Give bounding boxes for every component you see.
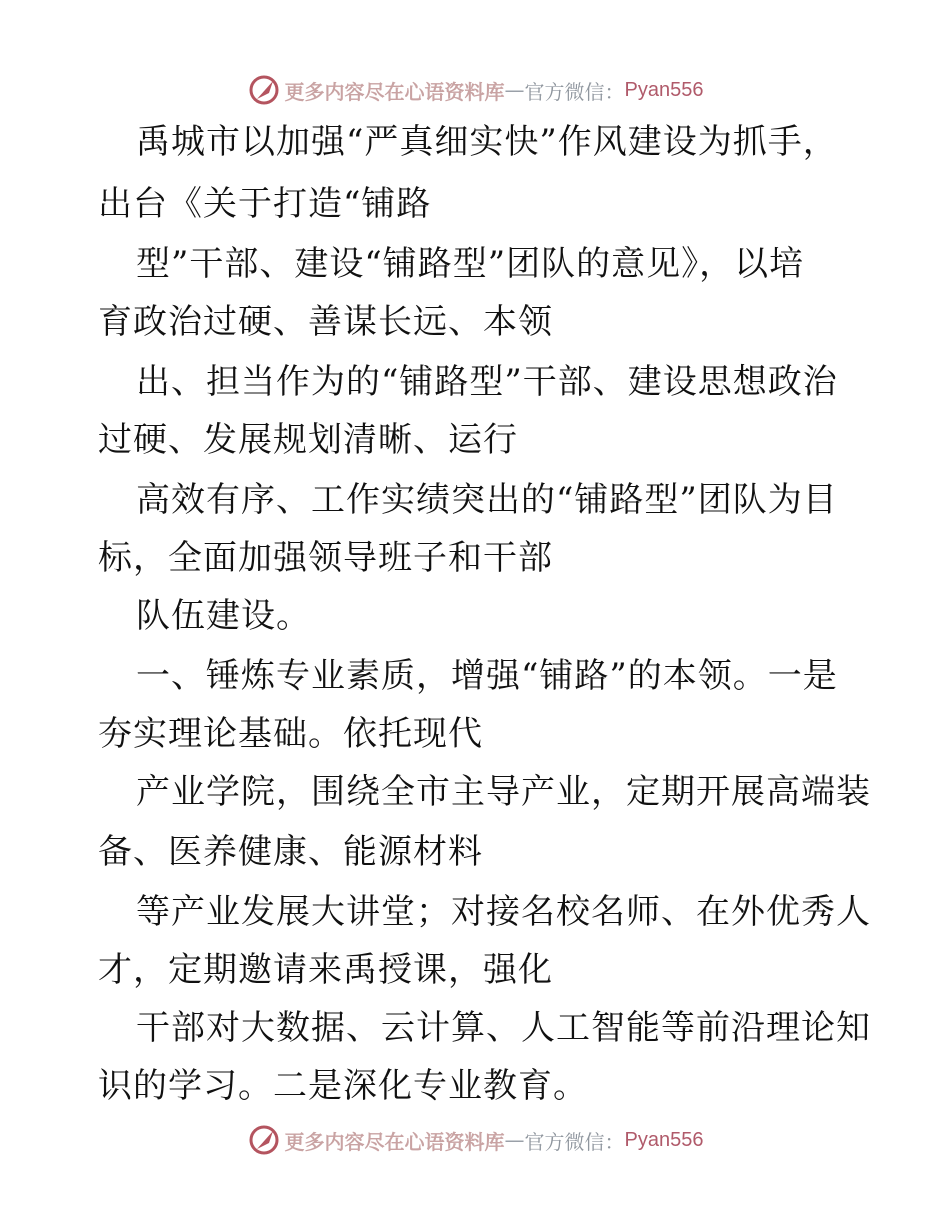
- text-line: 禹城市以加强“严真细实快”作风建设为抓手，: [136, 122, 838, 162]
- text-line: 产业学院，围绕全市主导产业，定期开展高端装: [136, 772, 871, 812]
- header-watermark: [0, 70, 950, 110]
- watermark-dash: —: [504, 78, 525, 102]
- text-line: 识的学习。二是深化专业教育。: [98, 1066, 588, 1106]
- footer-watermark: [0, 1120, 950, 1160]
- text-line: 育政治过硬、善谋长远、本领: [98, 302, 553, 342]
- text-line: 干部对大数据、云计算、人工智能等前沿理论知: [136, 1008, 871, 1048]
- text-line: 备、医养健康、能源材料: [98, 832, 483, 872]
- watermark-sub-text: 官方微信：: [524, 1129, 625, 1154]
- quill-circle-icon: [247, 1123, 281, 1157]
- text-line: 过硬、发展规划清晰、运行: [98, 420, 518, 460]
- text-line: 才，定期邀请来禹授课，强化: [98, 950, 553, 990]
- text-line: 出、担当作为的“铺路型”干部、建设思想政治: [136, 362, 838, 402]
- quill-circle-icon: [247, 73, 281, 107]
- watermark-wechat-id: Pyan556: [624, 1128, 704, 1151]
- watermark-dash: —: [504, 1128, 525, 1152]
- watermark-main-text: 更多内容尽在心语资料库: [284, 1129, 505, 1154]
- watermark-main-text: 更多内容尽在心语资料库: [284, 79, 505, 104]
- watermark-wechat-id: Pyan556: [624, 78, 704, 101]
- text-line: 队伍建设。: [136, 596, 311, 636]
- text-line: 出台《关于打造“铺路: [98, 184, 432, 224]
- text-line: 高效有序、工作实绩突出的“铺路型”团队为目: [136, 480, 838, 520]
- text-line: 型”干部、建设“铺路型”团队的意见》，以培: [136, 244, 805, 284]
- watermark-sub-text: 官方微信：: [524, 79, 625, 104]
- text-line: 一、锤炼专业素质，增强“铺路”的本领。一是: [136, 656, 838, 696]
- text-line: 标，全面加强领导班子和干部: [98, 538, 553, 578]
- text-line: 等产业发展大讲堂；对接名校名师、在外优秀人: [136, 892, 871, 932]
- text-line: 夯实理论基础。依托现代: [98, 714, 483, 754]
